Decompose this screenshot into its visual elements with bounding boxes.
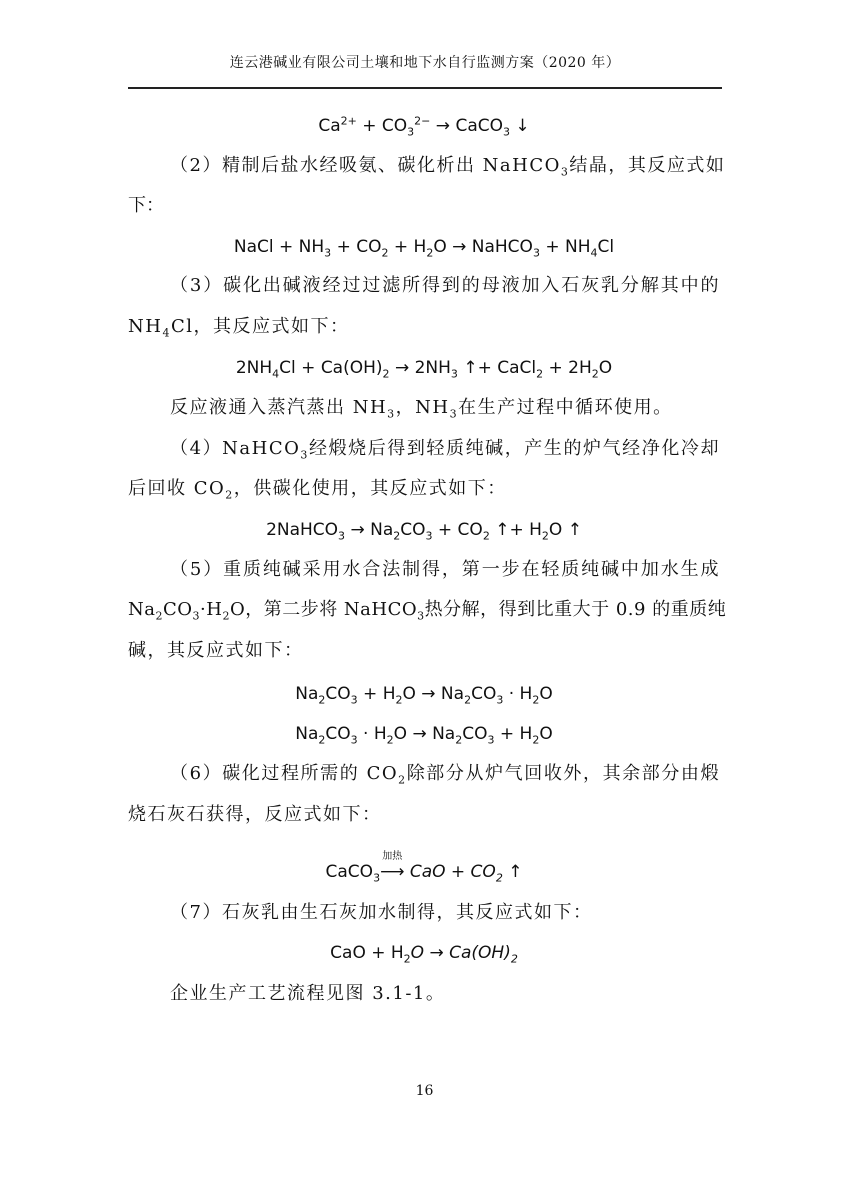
equation-6: $Na_2CO_3 \cdot H_2O \to Na_2CO_3 + H_2O$ [295, 724, 553, 747]
equation-2: NaCl + $NH_3 + CO_2 + H_2O$ → NaHCO$_3$ + $NH_4Cl$ [233, 237, 615, 260]
paragraph-2-line-1: （2）精制后盐水经吸氨、碳化析出 NaHCO$_3$结晶，其反应式如 [170, 155, 726, 179]
equation-7: CaCO$_3$ 加热 ⟶ CaO + $CO_2$ ↑ [325, 851, 523, 885]
header-divider [128, 87, 722, 89]
paragraph-5-line-1: （5）重质纯碱采用水合法制得，第一步在轻质纯碱中加水生成 [170, 559, 720, 580]
equation-4: 2NaHCO$_3$ → $Na_2CO_3 + CO_2$ ↑+ $H_2O$ ↑ [266, 520, 582, 543]
paragraph-4-line-1: （4）NaHCO$_3$经煅烧后得到轻质纯碱，产生的炉气经净化冷却 [170, 438, 720, 462]
paragraph-8: 企业生产工艺流程见图 3.1-1。 [170, 983, 446, 1004]
equation-3: $2NH_4Cl + Ca(OH)_2 \to 2NH_3$ ↑+ CaCl$_2$ + $2H_2O$ [235, 358, 613, 381]
page-number: 16 [415, 1083, 434, 1099]
paragraph-6-line-2: 烧石灰石获得，反应式如下： [128, 804, 382, 825]
paragraph-4-line-2: 后回收 $CO_2$，供碳化使用，其反应式如下： [128, 478, 507, 502]
heat-arrow: 加热 ⟶ [380, 851, 405, 882]
paragraph-5-line-2: $Na_2CO_3\cdot H_2O$，第二步将 NaHCO$_3$热分解，得到比重大于 0.9 的重质纯 [128, 599, 727, 623]
paragraph-2-line-2: 下： [128, 195, 164, 216]
paragraph-6-line-1: （6）碳化过程所需的 $CO_2$除部分从炉气回收外，其余部分由煅 [170, 763, 721, 787]
paragraph-3-line-1: （3）碳化出碱液经过过滤所得到的母液加入石灰乳分解其中的 [170, 275, 720, 296]
paragraph-3b: 反应液通入蒸汽蒸出 $NH_3$，$NH_3$在生产过程中循环使用。 [170, 397, 673, 421]
equation-5: $Na_2CO_3 + H_2O \to Na_2CO_3 \cdot H_2O$ [295, 684, 553, 707]
paragraph-5-line-3: 碱，其反应式如下： [128, 640, 304, 661]
paragraph-7: （7）石灰乳由生石灰加水制得，其反应式如下： [170, 902, 593, 923]
equation-1: $Ca^{2+} + CO_3^{2-}$ → CaCO$_3$ ↓ [318, 114, 530, 139]
paragraph-3-line-2: $NH_4Cl$，其反应式如下： [128, 316, 350, 340]
page-header: 连云港碱业有限公司土壤和地下水自行监测方案（2020 年） [229, 55, 621, 71]
equation-8: CaO + $H_2O \to Ca(OH)_2$ [330, 943, 518, 966]
